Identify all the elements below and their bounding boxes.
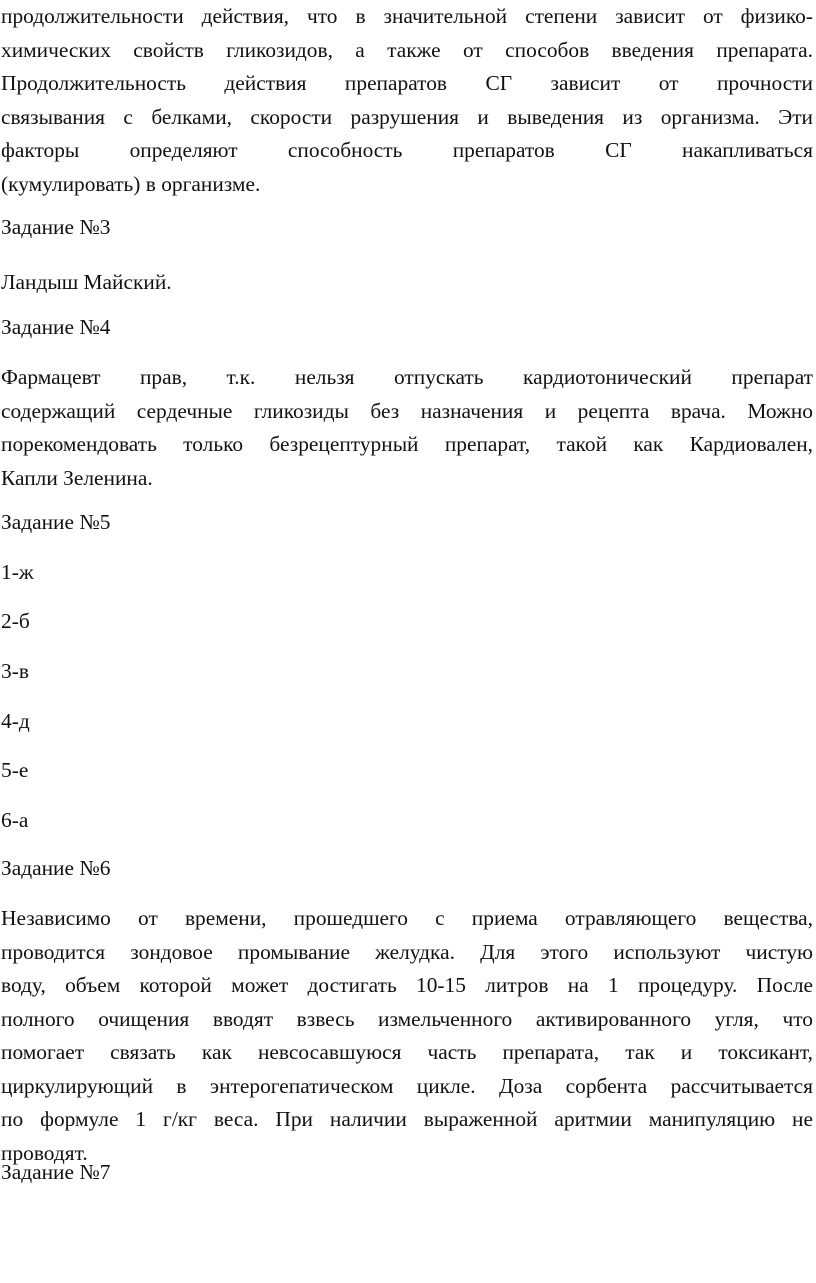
text-line: циркулирующий в энтерогепатическом цикле. Доза сорбента рассчитывается <box>1 1073 813 1098</box>
paragraph-task-6 <box>1 902 813 1170</box>
text-line: Продолжительность действия препаратов СГ зависит от прочности <box>1 71 813 95</box>
text-line: воду, объем которой может достигать 10-15 литров на 1 процедуру. После <box>1 973 813 997</box>
text-line: продолжительности действия, что в значительной степени зависит от физико- <box>1 4 813 28</box>
task-6-heading: Задание №6 <box>1 856 111 880</box>
task-5-answer-item: 5-е <box>1 758 29 782</box>
task-3-answer: Ландыш Майский. <box>1 270 172 294</box>
text-line: проводится зондовое промывание желудка. Для этого используют чистую <box>1 939 813 964</box>
text-line: содержащий сердечные гликозиды без назначения и рецепта врача. Можно <box>1 398 813 423</box>
text-line: Независимо от времени, прошедшего с приема отравляющего вещества, <box>1 906 813 930</box>
task-5-answer-item: 1-ж <box>1 560 34 584</box>
text-line: факторы определяют способность препаратов СГ накапливаться <box>1 138 813 162</box>
text-line: полного очищения вводят взвесь измельченного активированного угля, что <box>1 1006 813 1031</box>
task-5-answer-item: 2-б <box>1 609 30 633</box>
paragraph-glycoside-duration <box>1 0 813 201</box>
text-line: порекомендовать только безрецептурный препарат, такой как Кардиовален, <box>1 432 813 456</box>
task-4-heading: Задание №4 <box>1 315 111 339</box>
text-line: Капли Зеленина. <box>1 465 153 490</box>
text-line: химических свойств гликозидов, а также от способов введения препарата. <box>1 37 813 62</box>
task-3-heading: Задание №3 <box>1 215 111 239</box>
task-5-answer-item: 6-а <box>1 808 29 832</box>
task-5-answer-item: 3-в <box>1 659 29 683</box>
paragraph-task-4 <box>1 361 813 495</box>
text-line: (кумулировать) в организме. <box>1 171 261 196</box>
text-line: помогает связать как невсосавшуюся часть препарата, так и токсикант, <box>1 1040 813 1064</box>
task-5-heading: Задание №5 <box>1 510 111 534</box>
task-5-answer-item: 4-д <box>1 709 30 733</box>
task-7-heading: Задание №7 <box>1 1160 111 1184</box>
text-line: по формуле 1 г/кг веса. При наличии выраженной аритмии манипуляцию не <box>1 1107 813 1131</box>
text-line: проводят. <box>1 1140 88 1165</box>
text-line: связывания с белками, скорости разрушения и выведения из организма. Эти <box>1 104 813 129</box>
text-line: Фармацевт прав, т.к. нельзя отпускать кардиотонический препарат <box>1 365 813 389</box>
